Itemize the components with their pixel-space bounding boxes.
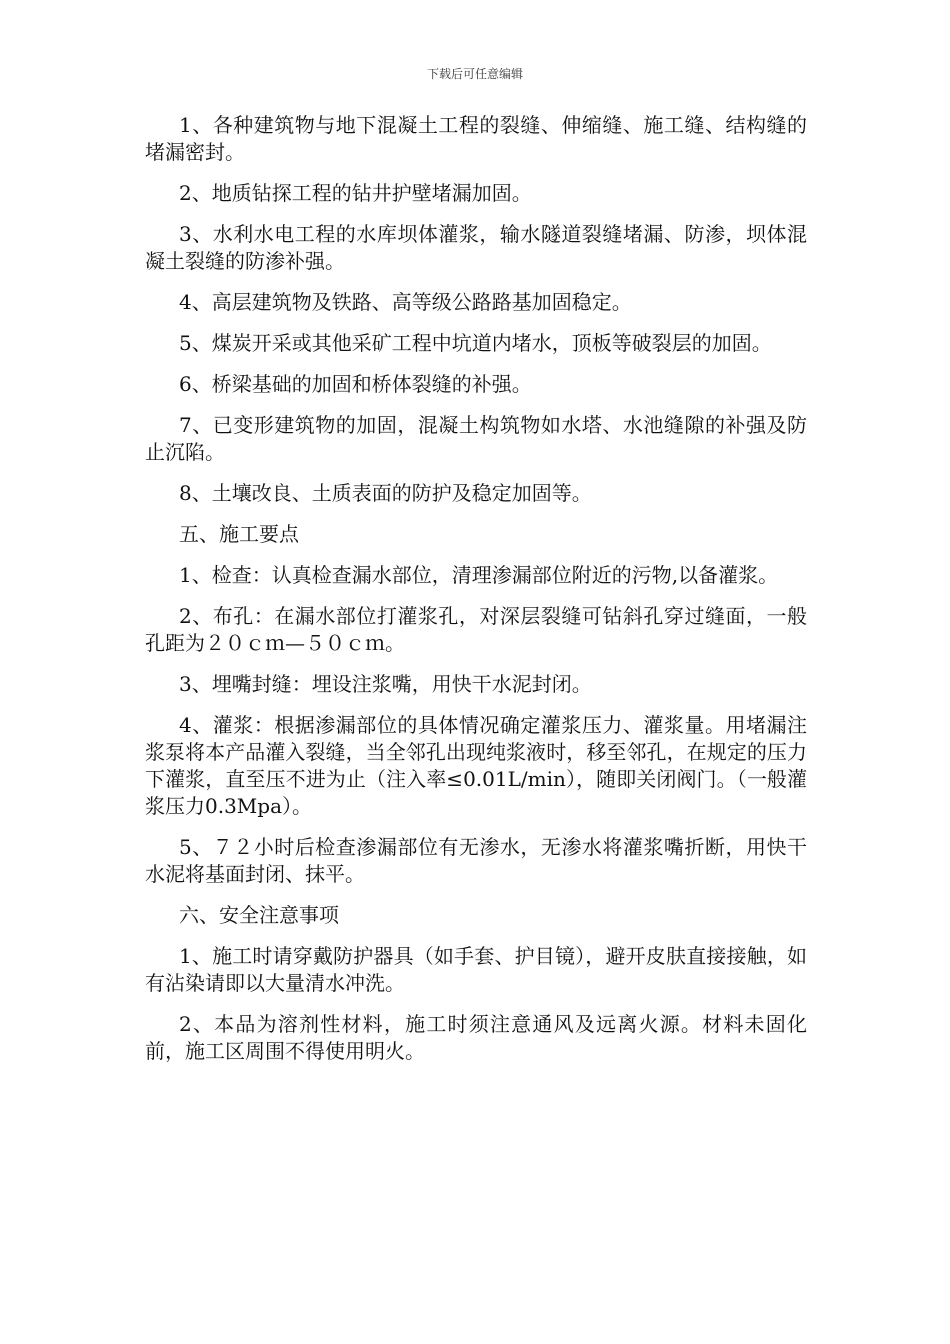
list-item-step-4: 4、灌浆：根据渗漏部位的具体情况确定灌浆压力、灌浆量。用堵漏注浆泵将本产品灌入裂缝，当全邻孔出现纯浆液时，移至邻孔，在规定的压力下灌浆，直至压不进为止（注入率≤0.01L/min），随即关闭阀门。（一般灌浆压力0.3Mpa）。 <box>145 713 807 818</box>
list-item-step-3: 3、埋嘴封缝：埋设注浆嘴，用快干水泥封闭。 <box>179 672 592 696</box>
list-item-safety-1: 1、施工时请穿戴防护器具（如手套、护目镜），避开皮肤直接接触，如有沾染请即以大量清水冲洗。 <box>145 944 807 995</box>
list-item-usage-1: 1、各种建筑物与地下混凝土工程的裂缝、伸缩缝、施工缝、结构缝的堵漏密封。 <box>145 113 807 164</box>
list-item-usage-2: 2、地质钻探工程的钻井护壁堵漏加固。 <box>179 181 532 205</box>
list-item-usage-3: 3、水利水电工程的水库坝体灌浆，输水隧道裂缝堵漏、防渗，坝体混凝土裂缝的防渗补强。 <box>145 222 807 273</box>
list-item-step-2: 2、布孔：在漏水部位打灌浆孔，对深层裂缝可钻斜孔穿过缝面，一般孔距为２０ｃｍ—５０ｃｍ。 <box>145 604 807 655</box>
list-item-step-1: 1、检查：认真检查漏水部位，清理渗漏部位附近的污物,以备灌浆。 <box>179 563 779 587</box>
section-heading-construction: 五、施工要点 <box>179 522 299 546</box>
page-header: 下载后可任意编辑 <box>426 67 523 81</box>
document-body <box>145 112 807 1079</box>
list-item-usage-8: 8、土壤改良、土质表面的防护及稳定加固等。 <box>179 481 592 505</box>
list-item-usage-6: 6、桥梁基础的加固和桥体裂缝的补强。 <box>179 372 532 396</box>
list-item-usage-4: 4、高层建筑物及铁路、高等级公路路基加固稳定。 <box>179 290 632 314</box>
section-heading-safety: 六、安全注意事项 <box>179 903 339 927</box>
list-item-usage-5: 5、煤炭开采或其他采矿工程中坑道内堵水，顶板等破裂层的加固。 <box>179 331 772 355</box>
list-item-step-5: 5、７２小时后检查渗漏部位有无渗水，无渗水将灌浆嘴折断，用快干水泥将基面封闭、抹平。 <box>145 835 807 886</box>
list-item-usage-7: 7、已变形建筑物的加固，混凝土构筑物如水塔、水池缝隙的补强及防止沉陷。 <box>145 413 807 464</box>
list-item-safety-2: 2、本品为溶剂性材料，施工时须注意通风及远离火源。材料未固化前，施工区周围不得使用明火。 <box>145 1012 807 1063</box>
